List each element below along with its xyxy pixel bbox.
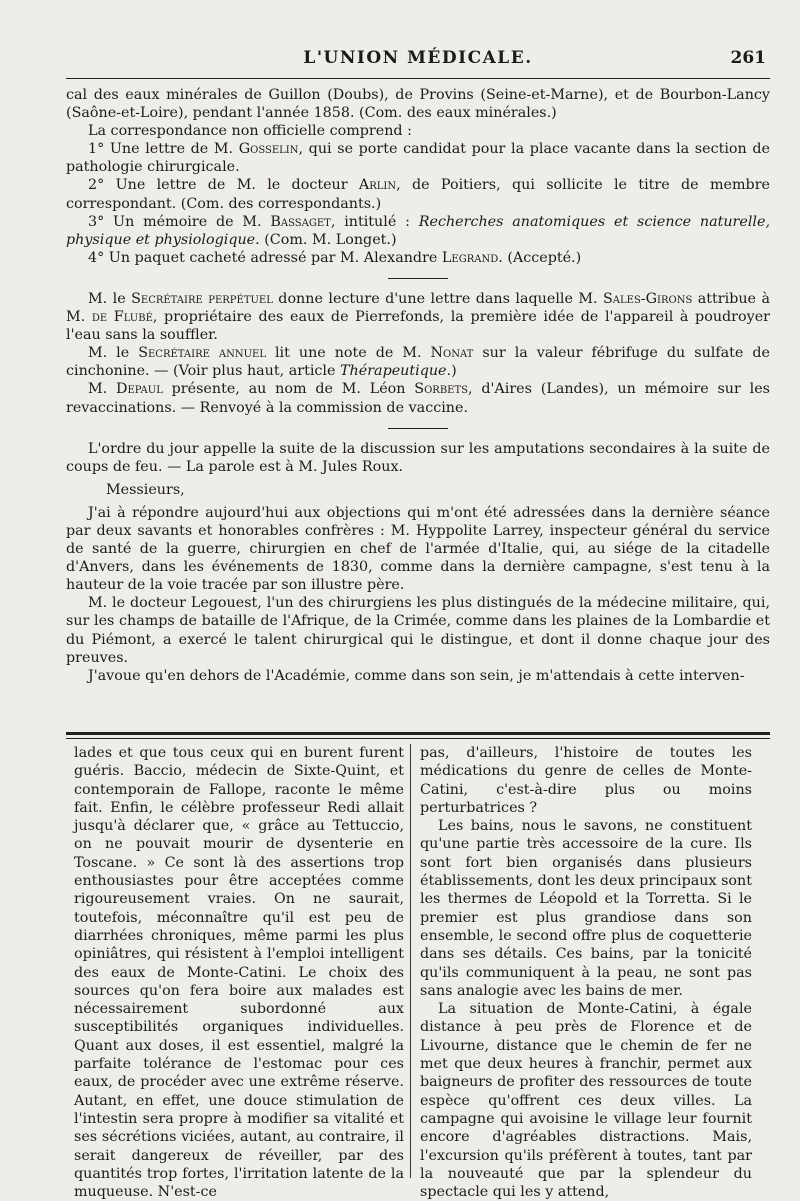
feuilleton-paragraph: lades et que tous ceux qui en burent furent guéris. Baccio, médecin de Sixte-Quint, et contemporain de Fallope, raconte le même fait. Enfin, le célèbre professeur Redi allait jusqu'à déclarer que, « grâce au Tettuccio, on ne pouvait mourir de dysenterie en Toscane. » Ce sont là des assertions trop enthousiastes pour être acceptées comme rigoureusement vraies. On ne saurait, toutefois, méconnaître qu'il est peu de diarrhées chroniques, même parmi les plus opiniâtres, qui résistent à l'emploi intelligent des eaux de Monte-Catini. Le choix des sources qu'on fera boire aux malades est nécessairement subordonné aux susceptibilités organiques individuelles. Quant aux doses, il est essentiel, malgré la parfaite tolérance de l'estomac pour ces eaux, de procéder avec une extrême réserve. Autant, en effet, une douce stimulation de l'intestin sera propre à modifier sa vitalité et ses sécrétions viciées, autant, au contraire, il serait dangereux de réveiller, par des quantités trop fortes, l'irritation latente de la muqueuse. N'est-ce bbox=[74, 745, 404, 1201]
main-text bbox=[66, 86, 770, 685]
column-divider bbox=[410, 744, 411, 1178]
section-divider bbox=[388, 278, 448, 279]
section-divider bbox=[388, 428, 448, 429]
minutes-paragraph: La correspondance non officielle comprend : bbox=[88, 123, 412, 140]
header-rule bbox=[66, 78, 770, 79]
discussion-paragraph: L'ordre du jour appelle la suite de la discussion sur les amputations secondaires à la suite de coups de feu. — La parole est à M. Jules Roux. bbox=[66, 440, 770, 475]
correspondence-item: 2° Une lettre de M. le docteur Arlin, de Poitiers, qui sollicite le titre de membre correspondant. (Com. des correspondants.) bbox=[66, 177, 770, 212]
feuilleton-paragraph: Les bains, nous le savons, ne constituent qu'une partie très accessoire de la cure. Ils sont fort bien organisés dans plusieurs établissements, dont les deux principaux sont les thermes de Léopold et la Torretta. Si le premier est plus grandiose dans son ensemble, le second offre plus de coquetterie dans ses détails. Ces bains, par la tonicité qu'ils communiquent à la peau, ne sont pas sans analogie avec les bains de mer. bbox=[420, 818, 752, 999]
discussion-paragraph: J'avoue qu'en dehors de l'Académie, comme dans son sein, je m'attendais à cette interven- bbox=[88, 667, 745, 684]
feuilleton-rule bbox=[66, 732, 770, 735]
running-title: L'UNION MÉDICALE. bbox=[303, 48, 533, 68]
session-paragraph: M. le Secrétaire annuel lit une note de M. Nonat sur la valeur fébrifuge du sulfate de cinchonine. — (Voir plus haut, article Thérapeutique.) bbox=[66, 345, 770, 380]
correspondence-item: 4° Un paquet cacheté adressé par M. Alexandre Legrand. (Accepté.) bbox=[88, 249, 582, 266]
discussion-paragraph: J'ai à répondre aujourd'hui aux objections qui m'ont été adressées dans la dernière séance par deux savants et honorables confrères : M. Hyppolite Larrey, inspecteur général du service de santé de la guerre, chirurgien en chef de l'armée d'Italie, qui, au siége de la citadelle d'Anvers, dans les événements de 1830, comme dans la dernière campagne, s'est tenu à la hauteur de la voie tracée par son illustre père. bbox=[66, 504, 770, 594]
feuilleton-right-column bbox=[420, 744, 752, 1201]
correspondence-item: 3° Un mémoire de M. Bassaget, intitulé : Recherches anatomiques et science naturelle, physique et physiologique. (Com. M. Longet.) bbox=[66, 213, 770, 248]
session-paragraph: M. le Secrétaire perpétuel donne lecture d'une lettre dans laquelle M. Sales-Girons attribue à M. de Flubé, propriétaire des eaux de Pierrefonds, la première idée de l'appareil à poudroyer l'eau sans la souffler. bbox=[66, 290, 770, 344]
page-header bbox=[66, 44, 770, 74]
session-paragraph: M. Depaul présente, au nom de M. Léon Sorbets, d'Aires (Landes), un mémoire sur les revaccinations. — Renvoyé à la commission de vaccine. bbox=[66, 381, 771, 416]
feuilleton-paragraph: La situation de Monte-Catini, à égale distance à peu près de Florence et de Livourne, distance que le chemin de fer ne met que deux heures à franchir, permet aux baigneurs de profiter des ressources de toute espèce qu'offrent ces deux villes. La campagne qui avoisine le village leur fournit encore d'agréables distractions. Mais, l'excursion qu'ils préfèrent à toutes, tant par la nouveauté que par la splendeur du spectacle qui les y attend, bbox=[420, 1001, 752, 1201]
page-number: 261 bbox=[730, 48, 766, 68]
feuilleton-paragraph: pas, d'ailleurs, l'histoire de toutes les médications du genre de celles de Monte-Catini, c'est-à-dire plus ou moins perturbatrices ? bbox=[420, 745, 752, 816]
feuilleton-rule bbox=[66, 738, 770, 739]
minutes-paragraph: cal des eaux minérales de Guillon (Doubs), de Provins (Seine-et-Marne), et de Bourbon-Lancy (Saône-et-Loire), pendant l'année 1858. (Com. des eaux minérales.) bbox=[66, 87, 770, 122]
discussion-paragraph: M. le docteur Legouest, l'un des chirurgiens les plus distingués de la médecine militaire, qui, sur les champs de bataille de l'Afrique, de la Crimée, comme dans les plaines de la Lombardie et du Piémont, a exercé le talent chirurgical qui le distingue, et dont il donne chaque jour des preuves. bbox=[66, 595, 770, 666]
correspondence-item: 1° Une lettre de M. Gosselin, qui se porte candidat pour la place vacante dans la section de pathologie chirurgicale. bbox=[66, 141, 770, 176]
feuilleton-left-column bbox=[74, 744, 404, 1201]
salutation: Messieurs, bbox=[106, 481, 185, 498]
